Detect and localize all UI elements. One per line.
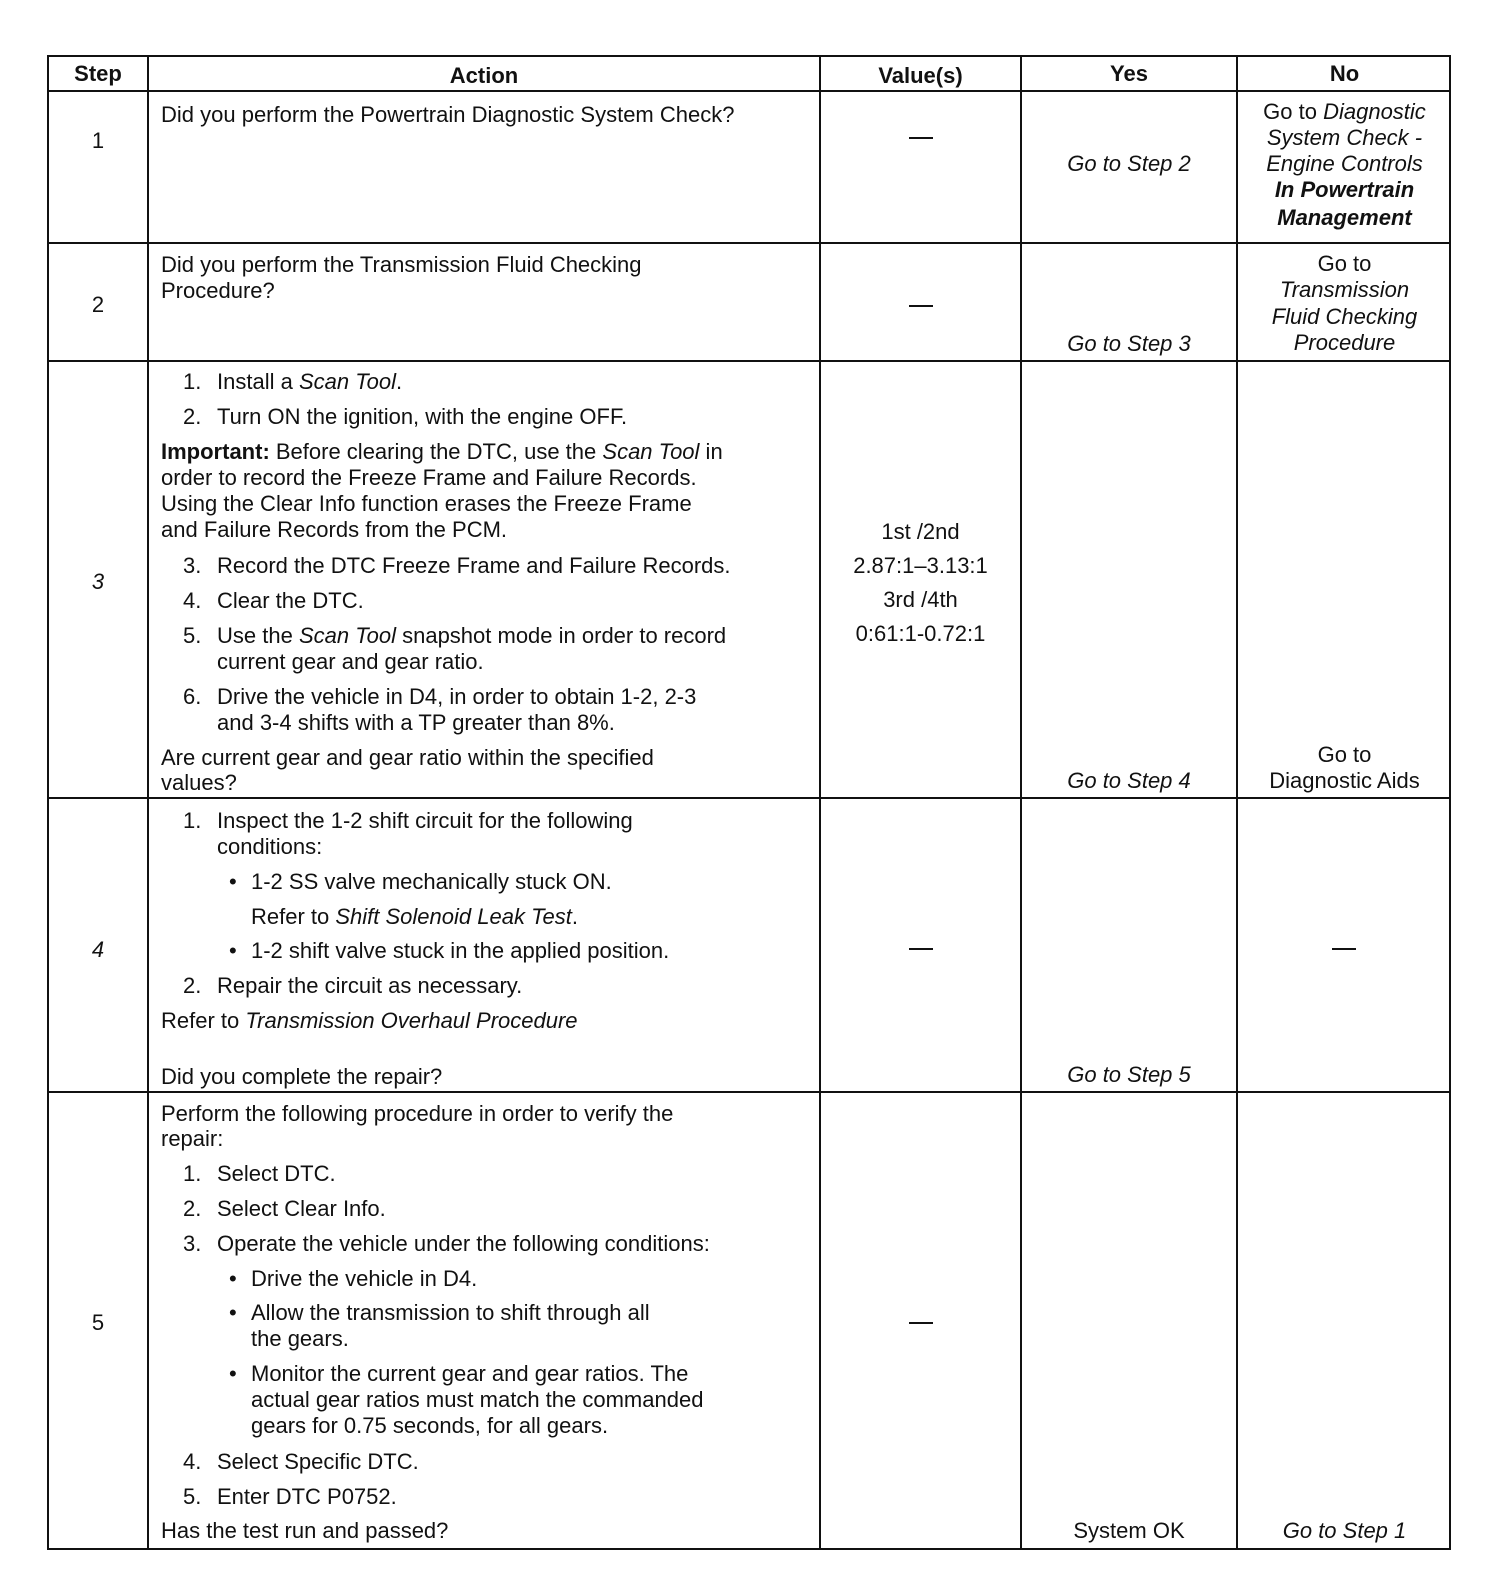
action-text: Use the [217,623,299,648]
bullet: • [229,1300,237,1325]
value-text: 2.87:1–3.13:1 [853,553,988,578]
col-divider [147,57,149,1548]
action-link[interactable]: Transmission Overhaul Procedure [245,1008,578,1033]
action-text: Select Specific DTC. [217,1449,419,1474]
action-text: Turn ON the ignition, with the engine OFF. [217,404,628,429]
value-dash [909,137,933,139]
no-dash [1332,948,1356,950]
action-text: order to record the Freeze Frame and Failure Records. [161,465,697,490]
action-text: 1-2 shift valve stuck in the applied position. [251,938,670,963]
item-number: 2. [183,973,202,998]
action-text: actual gear ratios must match the commanded [251,1387,704,1412]
action-text: snapshot mode in order to record [395,623,727,648]
action-text: and 3-4 shifts with a TP greater than 8%. [217,710,615,735]
no-link[interactable]: Diagnostic [1323,99,1426,124]
action-question: Are current gear and gear ratio within the specified [161,745,654,770]
action-text: Repair the circuit as necessary. [217,973,523,998]
step-number: 5 [91,1310,105,1335]
yes-link[interactable]: Go to Step 4 [1067,768,1191,793]
yes-link[interactable]: System OK [1073,1518,1185,1543]
no-text: Go to [1263,99,1324,124]
action-text [217,623,726,648]
item-number: 1. [183,1161,202,1186]
action-text: gears for 0.75 seconds, for all gears. [251,1413,609,1438]
item-number: 2. [183,404,202,429]
item-number: 3. [183,1231,202,1256]
header-values: Value(s) [878,63,963,88]
item-number: 1. [183,369,202,394]
action-text: Clear the DTC. [217,588,364,613]
value-dash [909,305,933,307]
item-number: 5. [183,1484,202,1509]
header-step: Step [74,61,122,86]
yes-link[interactable]: Go to Step 5 [1067,1062,1191,1087]
no-link[interactable]: Management [1277,205,1412,230]
important-label: Important: [161,439,270,464]
item-number: 2. [183,1196,202,1221]
action-text: Refer to Shift Solenoid Leak Test. [251,904,578,929]
action-link: Scan Tool [298,623,396,648]
header-yes: Yes [1110,61,1148,86]
action-text: Install a [217,369,299,394]
action-text: Allow the transmission to shift through all [251,1300,650,1325]
action-text: Before clearing the DTC, use the [269,439,603,464]
action-text: current gear and gear ratio. [217,649,484,674]
action-text: Select Clear Info. [217,1196,386,1221]
no-link[interactable]: Procedure [1293,330,1396,355]
value-dash [909,1322,933,1324]
row-divider [49,242,1449,244]
value-text: 0:61:1-0.72:1 [855,621,986,646]
item-number: 1. [183,808,202,833]
action-text: Procedure? [161,278,275,303]
action-text: Using the Clear Info function erases the Freeze Frame [161,491,692,516]
header-action: Action [449,63,519,88]
step-number: 1 [91,128,105,153]
step-number: 4 [91,937,105,962]
action-text: Refer to [251,904,336,929]
value-text: 1st /2nd [881,519,960,544]
row-divider [49,90,1449,92]
action-link[interactable]: Shift Solenoid Leak Test [335,904,572,929]
action-text: and Failure Records from the PCM. [161,517,508,542]
value-dash [909,948,933,950]
row-divider [49,797,1449,799]
important-note [161,439,723,464]
step-number: 3 [91,569,105,594]
action-link: Scan Tool [298,369,396,394]
action-text: Inspect the 1-2 shift circuit for the following [217,808,633,833]
action-text: Record the DTC Freeze Frame and Failure Records. [217,553,731,578]
action-text: Drive the vehicle in D4, in order to obtain 1-2, 2-3 [217,684,697,709]
action-text: Perform the following procedure in order to verify the [161,1101,674,1126]
no-cell [1238,99,1451,124]
action-link: Scan Tool [602,439,700,464]
diagnostic-table [47,55,1451,1550]
action-text: in [699,439,723,464]
row-divider [49,360,1449,362]
no-link[interactable]: Go to Step 1 [1282,1518,1407,1543]
col-divider [1020,57,1022,1548]
bullet: • [229,1361,237,1386]
header-no: No [1329,61,1360,86]
action-text: Did you perform the Transmission Fluid Checking [161,252,642,277]
action-text: conditions: [217,834,323,859]
no-link[interactable]: Diagnostic Aids [1269,768,1420,793]
action-text [161,1008,578,1033]
action-text: Operate the vehicle under the following conditions: [217,1231,710,1256]
action-question: Did you complete the repair? [161,1064,443,1089]
no-link[interactable]: In Powertrain [1274,177,1415,202]
action-text: Refer to [161,1008,246,1033]
action-text: Drive the vehicle in D4. [251,1266,478,1291]
item-number: 3. [183,553,202,578]
row-divider [49,1091,1449,1093]
action-question: Has the test run and passed? [161,1518,449,1543]
item-number: 4. [183,588,202,613]
step-number: 2 [91,292,105,317]
no-link[interactable]: Transmission [1279,277,1410,302]
action-text: the gears. [251,1326,349,1351]
action-text: repair: [161,1126,224,1151]
action-text: Enter DTC P0752. [217,1484,397,1509]
no-text: Go to [1317,251,1372,276]
col-divider [819,57,821,1548]
yes-link[interactable]: Go to Step 3 [1067,331,1191,356]
no-text: Go to [1317,742,1372,767]
no-link[interactable]: System Check - [1266,125,1423,150]
item-number: 6. [183,684,202,709]
item-number: 4. [183,1449,202,1474]
no-link[interactable]: Engine Controls [1266,151,1423,176]
action-text: Monitor the current gear and gear ratios. The [251,1361,689,1386]
action-text: Select DTC. [217,1161,336,1186]
action-text: 1-2 SS valve mechanically stuck ON. [251,869,612,894]
action-text [217,369,402,394]
action-question: values? [161,770,237,795]
value-text: 3rd /4th [883,587,958,612]
bullet: • [229,869,237,894]
bullet: • [229,1266,237,1291]
yes-link[interactable]: Go to Step 2 [1067,151,1191,176]
item-number: 5. [183,623,202,648]
no-link[interactable]: Fluid Checking [1271,304,1418,329]
action-text: Did you perform the Powertrain Diagnostic System Check? [161,102,735,127]
bullet: • [229,938,237,963]
action-text: . [395,369,403,394]
